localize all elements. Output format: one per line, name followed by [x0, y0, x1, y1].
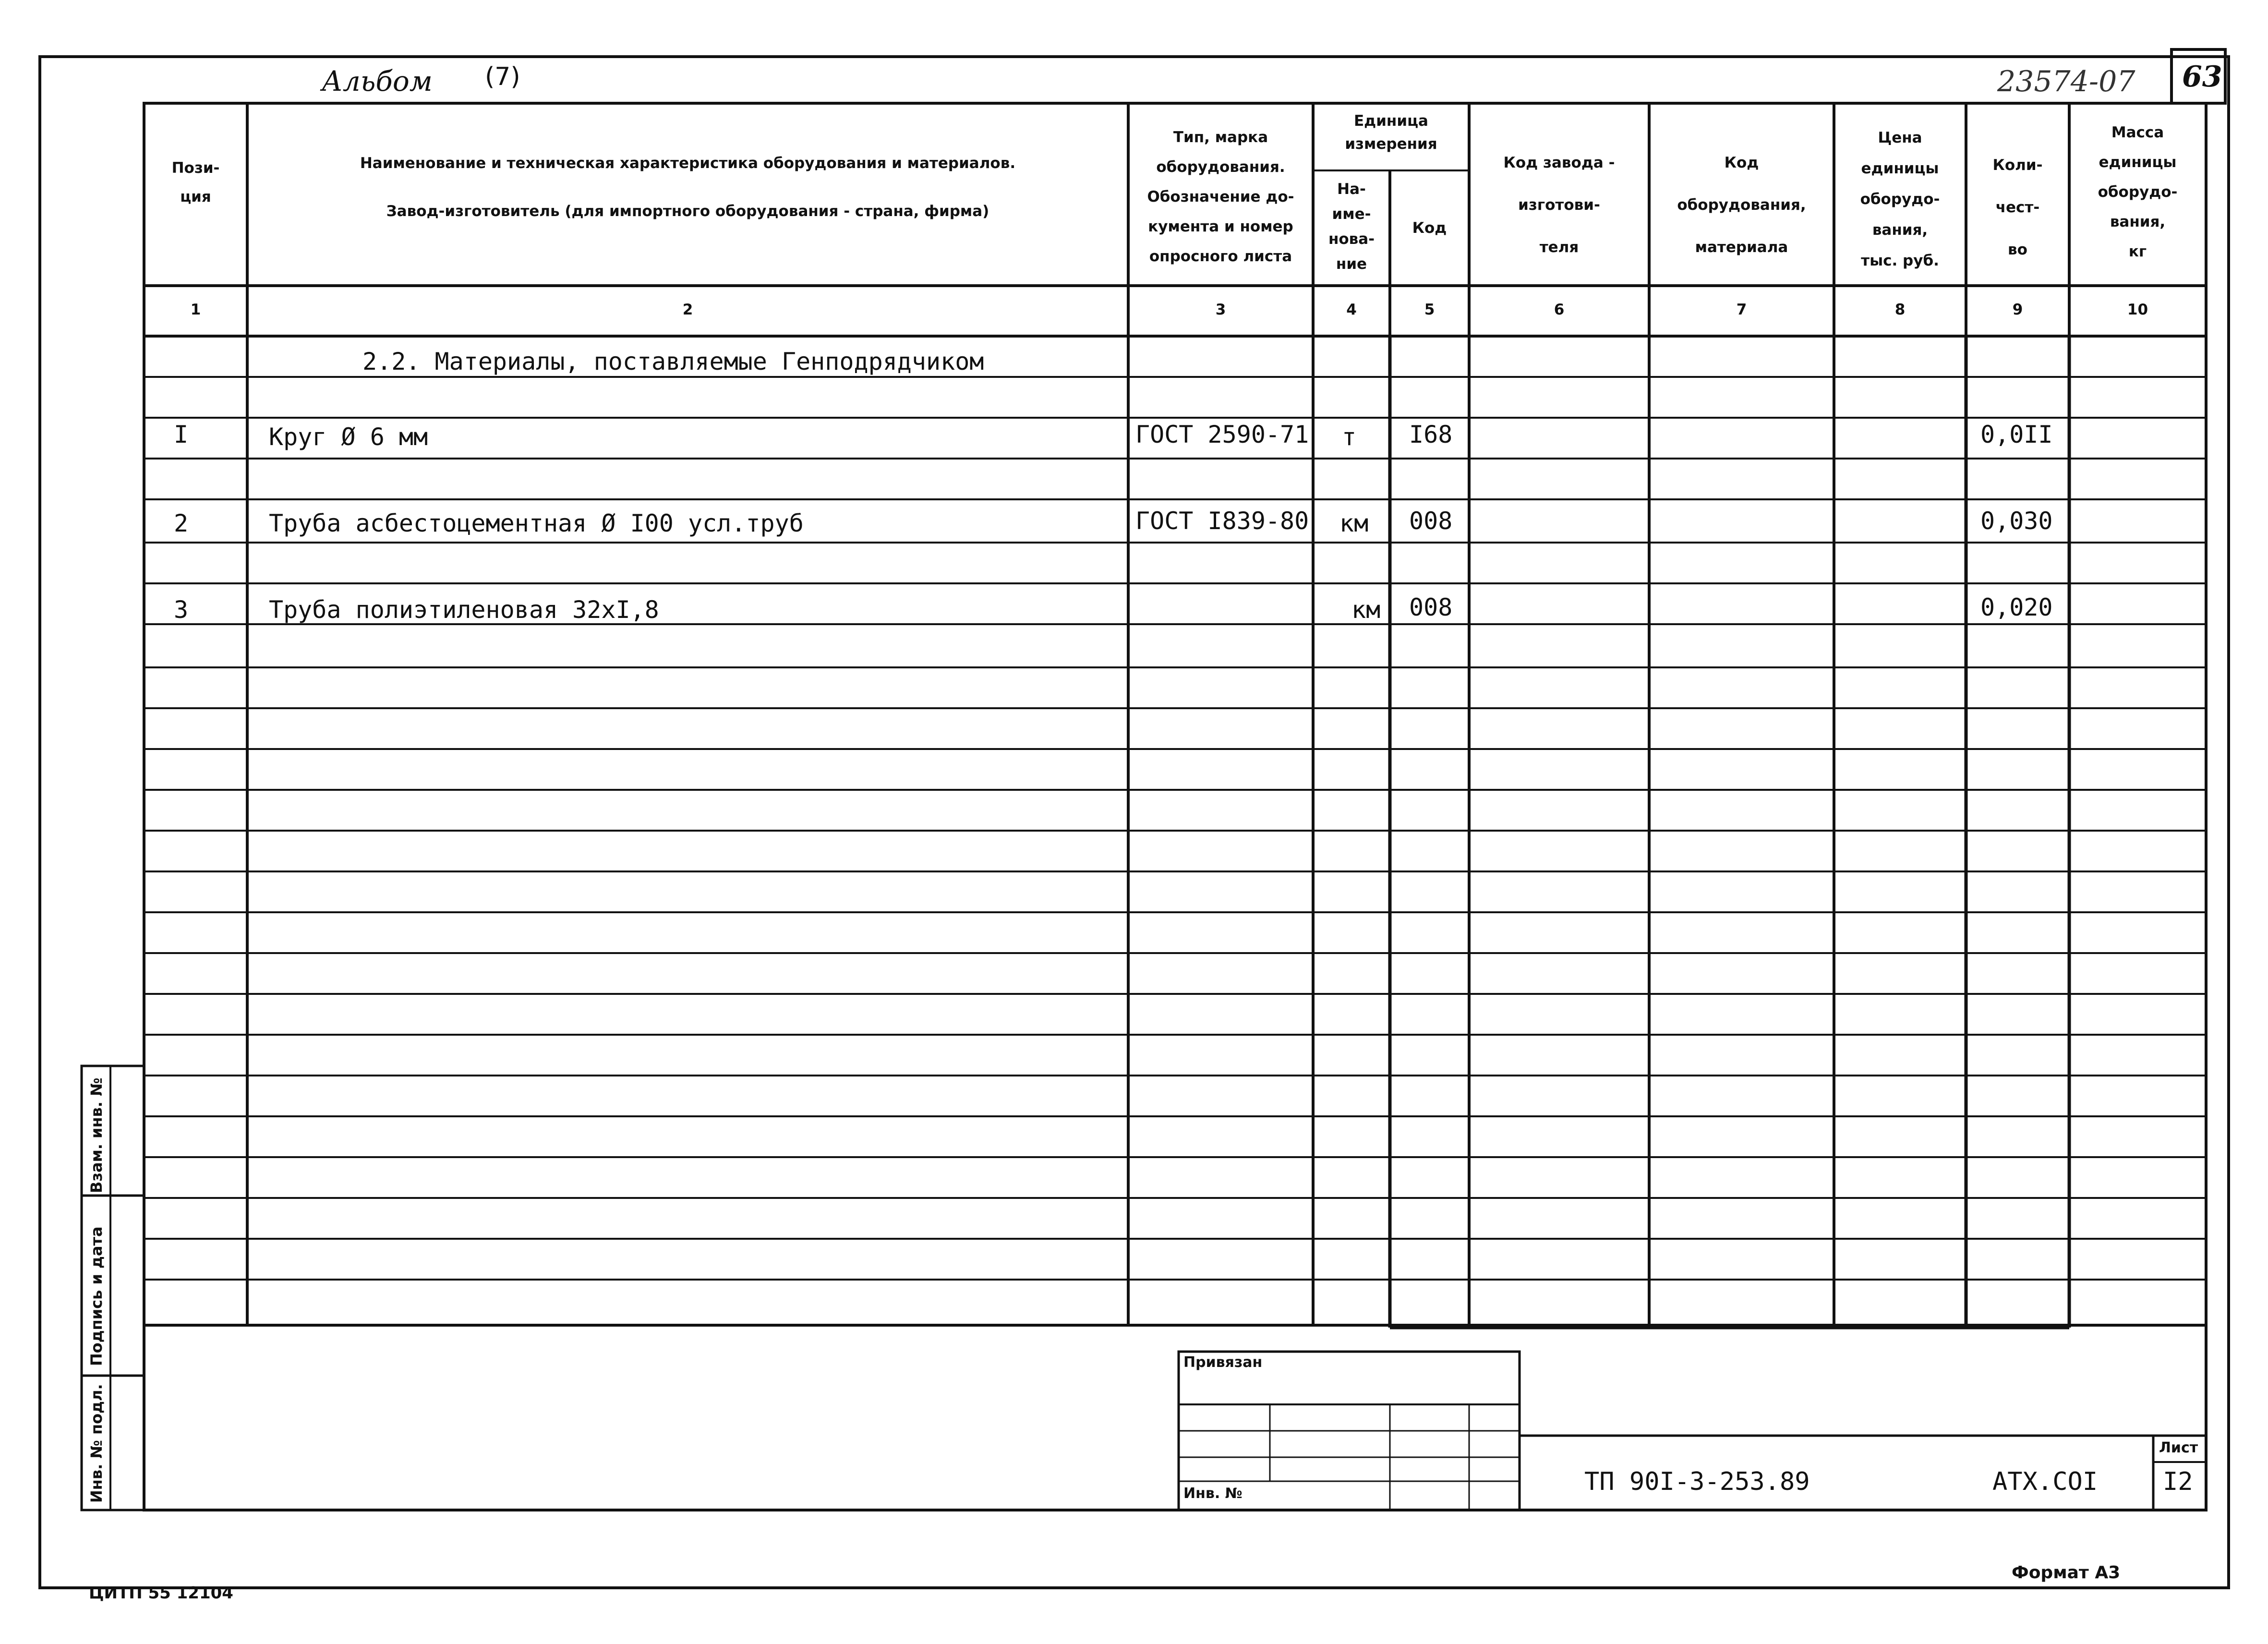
sheet-number: I2 — [2163, 1467, 2193, 1496]
header-quantity: Коли- чест- во — [1992, 157, 2043, 258]
column-number: 7 — [1736, 301, 1747, 318]
column-number: 8 — [1894, 301, 1906, 318]
header-position: Пози- ция — [171, 159, 220, 206]
page-number: 63 — [2182, 60, 2222, 94]
row-unit: км — [1351, 596, 1381, 624]
row-position: I — [174, 421, 189, 448]
header-price: Цена единицы оборудо- вания, тыс. руб. — [1860, 129, 1940, 269]
row-quantity: 0,0II — [1980, 421, 2053, 448]
row-quantity: 0,030 — [1980, 507, 2053, 535]
document-code: 23574-07 — [1997, 65, 2135, 98]
header-unit-name: На- име- нова- ние — [1328, 181, 1375, 273]
header-maker-code: Код завода - изготови- теля — [1503, 154, 1615, 256]
row-position: 2 — [174, 509, 189, 537]
row-unit-code: I68 — [1409, 421, 1453, 448]
row-unit-code: 008 — [1409, 593, 1453, 621]
stamp-privyazan: Привязан — [1183, 1354, 1263, 1371]
footer-left: ЦИТП 55 12104 — [89, 1584, 233, 1603]
header-unit-group: Единица измерения — [1345, 112, 1437, 153]
row-document: ГОСТ 2590-71 — [1135, 421, 1309, 448]
column-number: 4 — [1346, 301, 1357, 318]
row-name: Труба полиэтиленовая 32хI,8 — [269, 596, 659, 624]
row-name: Труба асбестоцементная Ø I00 усл.труб — [269, 509, 804, 537]
header-type: Тип, марка оборудования. Обозначение до- кумента и номер опросного листа — [1147, 129, 1294, 265]
project-code: ТП 90I-3-253.89 — [1584, 1467, 1810, 1496]
column-number: 3 — [1215, 301, 1226, 318]
footer-right: Формат А3 — [2012, 1563, 2121, 1583]
header-unit-code: Код — [1412, 219, 1447, 237]
column-number: 2 — [682, 301, 693, 318]
row-position: 3 — [174, 596, 189, 624]
side-label-podpis: Подпись и дата — [87, 1226, 106, 1366]
column-number: 10 — [2127, 301, 2148, 318]
column-number: 5 — [1424, 301, 1435, 318]
header-equipment-code: Код оборудования, материала — [1677, 154, 1806, 256]
header-name-line1: Наименование и техническая характеристика оборудования и материалов. — [360, 155, 1016, 172]
sheet-code: АТХ.СОI — [1992, 1467, 2098, 1496]
row-unit: т — [1342, 423, 1357, 451]
column-number: 1 — [190, 301, 201, 318]
row-document: ГОСТ I839-80 — [1135, 507, 1309, 535]
header-mass: Масса единицы оборудо- вания, кг — [2098, 124, 2178, 260]
header-name-line2: Завод-изготовитель (для импортного оборудования - страна, фирма) — [386, 203, 989, 220]
row-unit-code: 008 — [1409, 507, 1453, 535]
album-number: (7) — [485, 62, 520, 91]
album-label: Альбом — [322, 65, 433, 97]
column-number: 6 — [1554, 301, 1565, 318]
side-label-vzam: Взам. инв. № — [87, 1077, 106, 1193]
side-label-inv: Инв. № подл. — [87, 1384, 106, 1503]
row-name: Круг Ø 6 мм — [269, 423, 428, 451]
row-quantity: 0,020 — [1980, 593, 2053, 621]
row-unit: км — [1339, 509, 1369, 537]
stamp-inv-no: Инв. № — [1183, 1485, 1243, 1502]
sheet-label: Лист — [2159, 1439, 2198, 1456]
column-number: 9 — [2012, 301, 2023, 318]
section-title: 2.2. Материалы, поставляемые Генподрядчиком — [362, 348, 984, 375]
